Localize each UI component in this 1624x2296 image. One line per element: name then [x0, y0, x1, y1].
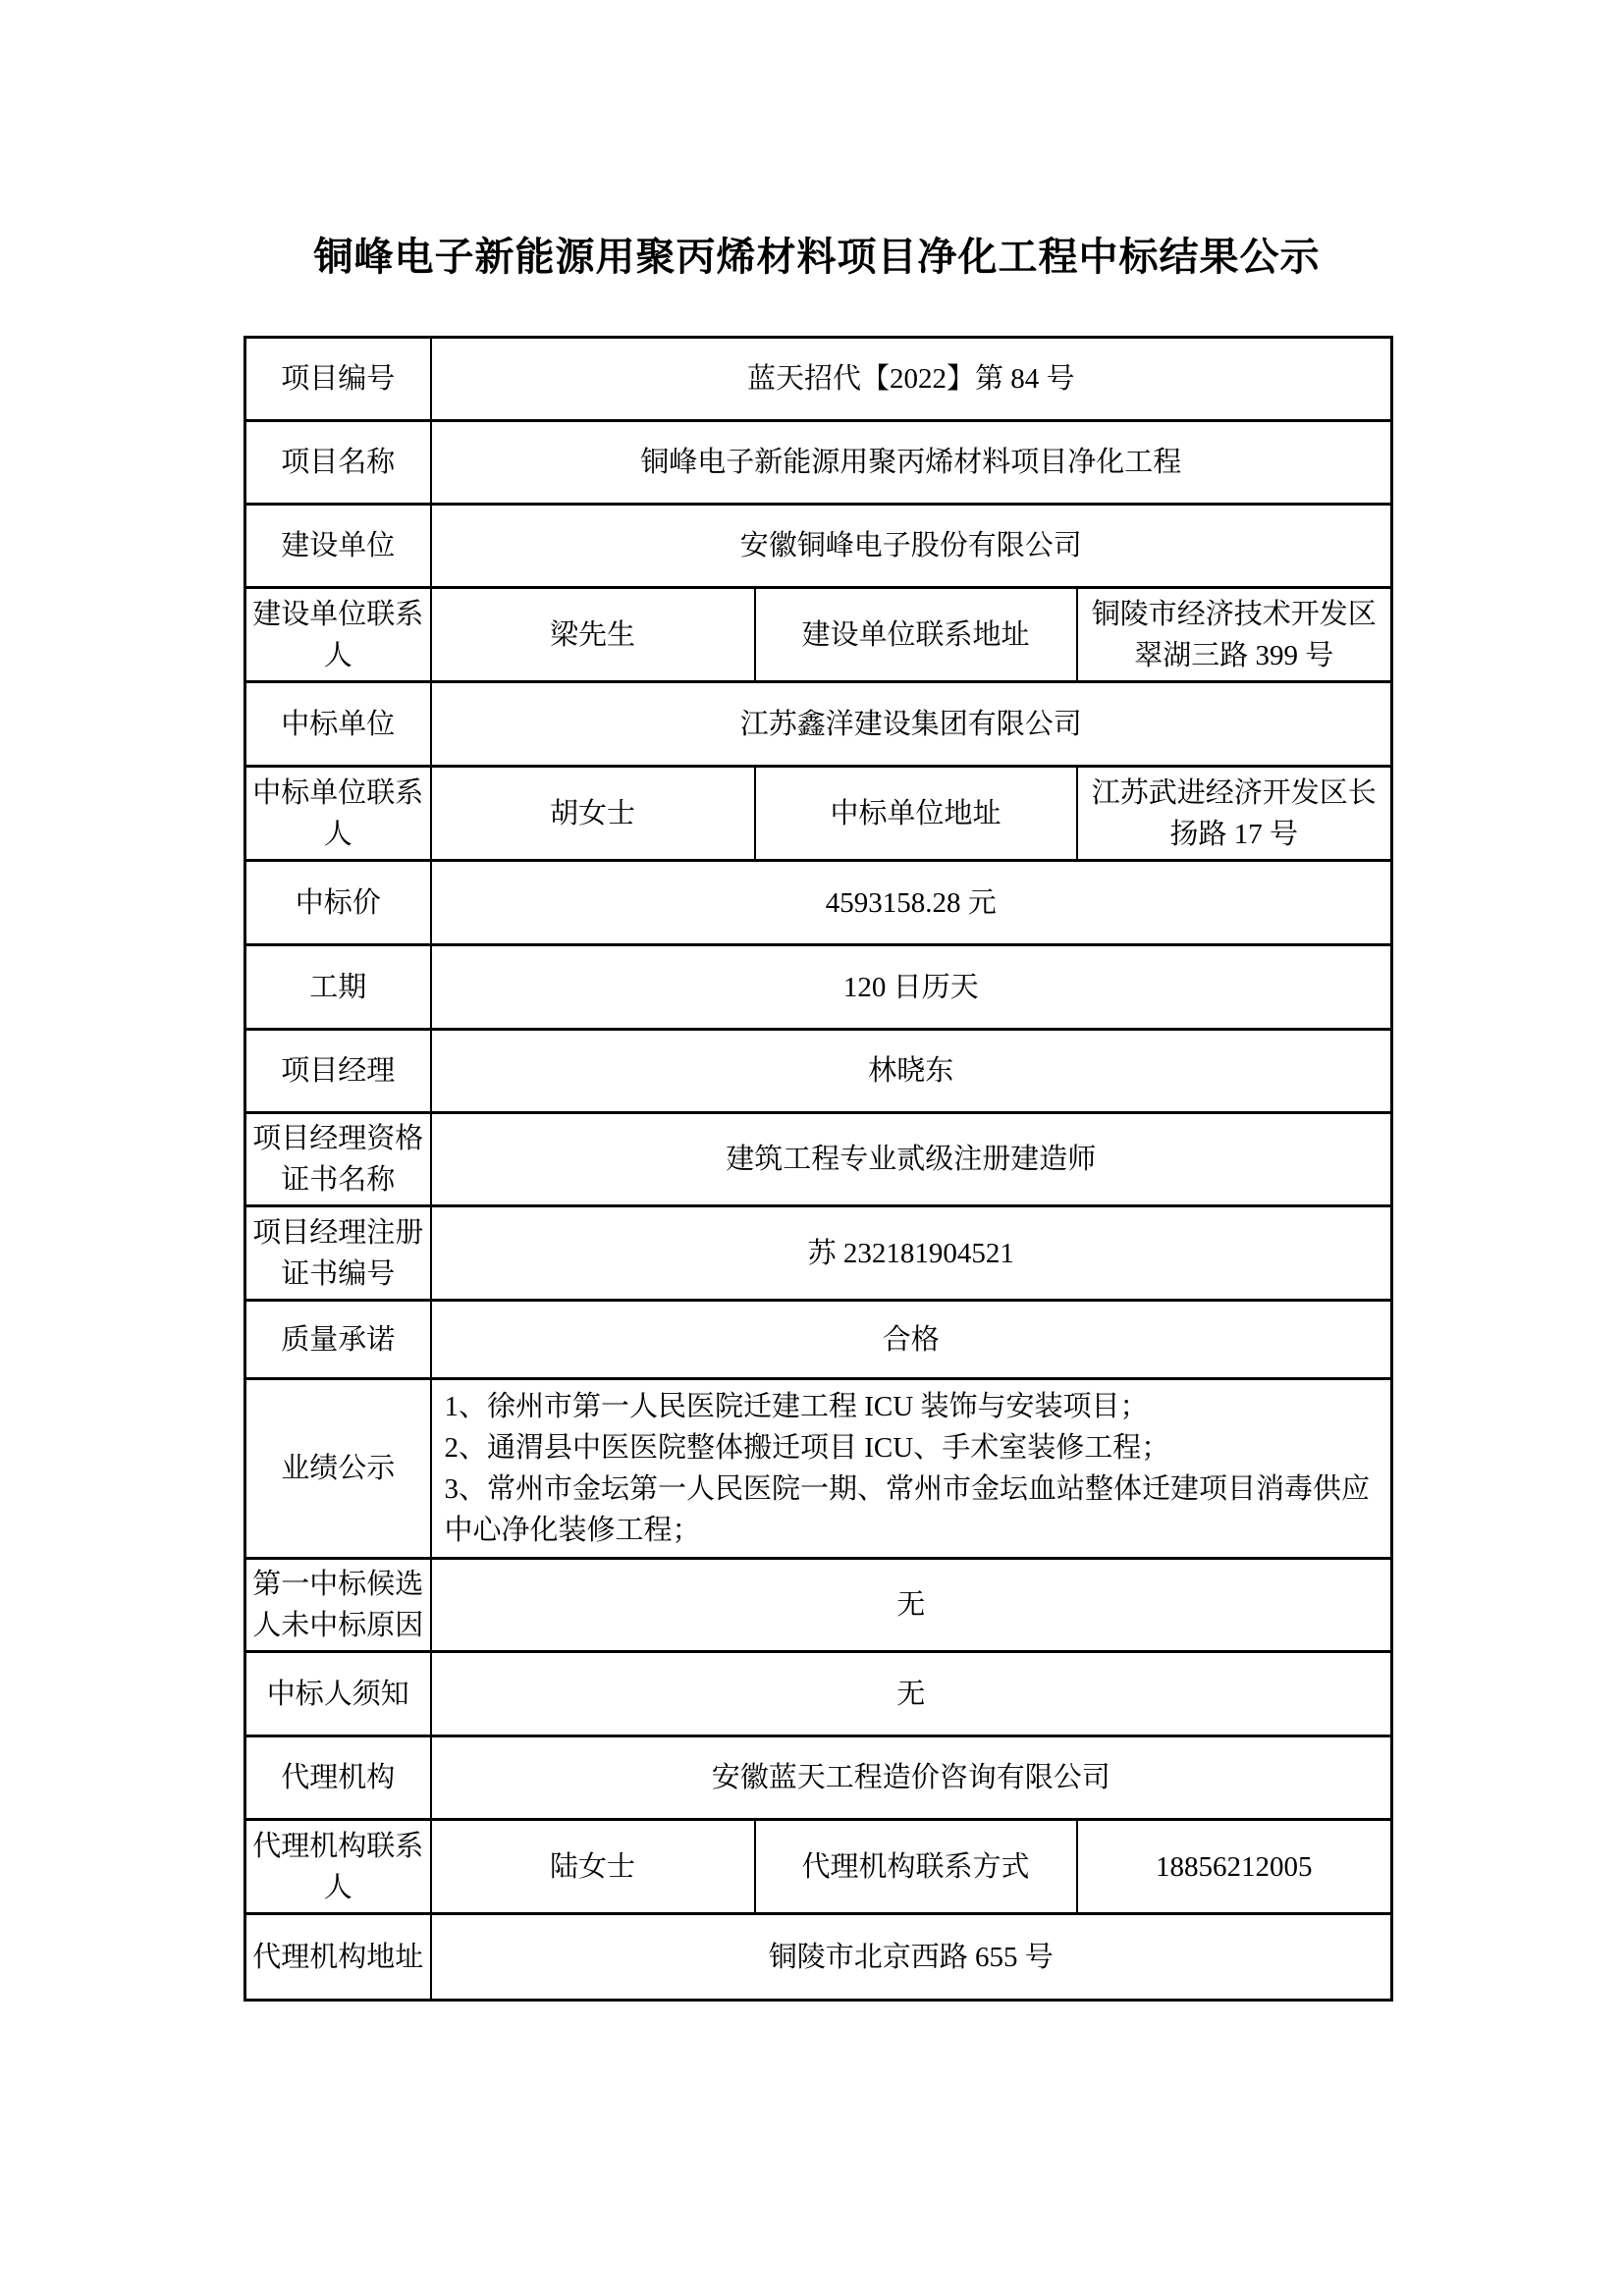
row-label: 代理机构地址 [245, 1914, 431, 2001]
table-row [245, 1559, 1392, 1652]
row-value: 安徽蓝天工程造价咨询有限公司 [431, 1736, 1392, 1820]
performance-item: 3、常州市金坛第一人民医院一期、常州市金坛血站整体迁建项目消毒供应中心净化装修工程； [444, 1473, 1371, 1546]
row-value: 4593158.28 元 [431, 861, 1392, 945]
row-label: 项目经理注册证书编号 [245, 1206, 431, 1301]
table-row [245, 588, 1392, 682]
row-label: 项目经理 [245, 1030, 431, 1113]
table-row [245, 767, 1392, 861]
performance-item: 1、徐州市第一人民医院迁建工程 ICU 装饰与安装项目； [444, 1391, 1149, 1422]
row-label: 业绩公示 [245, 1379, 431, 1559]
table-row [245, 421, 1392, 505]
row-value: 18856212005 [1077, 1820, 1392, 1914]
row-label: 中标人须知 [245, 1652, 431, 1736]
row-label: 中标单位联系人 [245, 767, 431, 861]
row-label: 代理机构联系人 [245, 1820, 431, 1914]
table-row [245, 1030, 1392, 1113]
document-content [244, 0, 1390, 2002]
row-value: 江苏武进经济开发区长扬路 17 号 [1077, 767, 1392, 861]
row-value: 梁先生 [431, 588, 755, 682]
row-label: 项目名称 [245, 421, 431, 505]
row-label: 中标单位 [245, 682, 431, 767]
table-row [245, 1820, 1392, 1914]
row-label: 工期 [245, 945, 431, 1030]
table-row [245, 1914, 1392, 2001]
row-label: 建设单位 [245, 505, 431, 588]
table-row [245, 861, 1392, 945]
row-value: 无 [431, 1559, 1392, 1652]
row-label: 建设单位联系地址 [755, 588, 1077, 682]
row-value: 铜陵市经济技术开发区翠湖三路 399 号 [1077, 588, 1392, 682]
row-label: 建设单位联系人 [245, 588, 431, 682]
row-value: 合格 [431, 1301, 1392, 1379]
table-row [245, 1301, 1392, 1379]
table-row [245, 1379, 1392, 1559]
row-label: 第一中标候选人未中标原因 [245, 1559, 431, 1652]
table-row [245, 338, 1392, 421]
table-row [245, 505, 1392, 588]
row-value: 建筑工程专业贰级注册建造师 [431, 1113, 1392, 1206]
bid-result-table [244, 336, 1393, 2002]
row-label: 代理机构联系方式 [755, 1820, 1077, 1914]
row-label: 中标单位地址 [755, 767, 1077, 861]
row-value: 林晓东 [431, 1030, 1392, 1113]
table-row [245, 1113, 1392, 1206]
row-label: 中标价 [245, 861, 431, 945]
row-value: 铜峰电子新能源用聚丙烯材料项目净化工程 [431, 421, 1392, 505]
row-value: 江苏鑫洋建设集团有限公司 [431, 682, 1392, 767]
row-value: 120 日历天 [431, 945, 1392, 1030]
row-value: 铜陵市北京西路 655 号 [431, 1914, 1392, 2001]
row-label: 代理机构 [245, 1736, 431, 1820]
performance-item: 2、通渭县中医医院整体搬迁项目 ICU、手术室装修工程； [444, 1432, 1170, 1464]
table-row [245, 682, 1392, 767]
row-value: 陆女士 [431, 1820, 755, 1914]
table-row [245, 1206, 1392, 1301]
row-label: 质量承诺 [245, 1301, 431, 1379]
row-value: 安徽铜峰电子股份有限公司 [431, 505, 1392, 588]
page-title: 铜峰电子新能源用聚丙烯材料项目净化工程中标结果公示 [313, 235, 1321, 279]
row-value: 无 [431, 1652, 1392, 1736]
row-value: 苏 232181904521 [431, 1206, 1392, 1301]
table-row [245, 1652, 1392, 1736]
row-label: 项目经理资格证书名称 [245, 1113, 431, 1206]
table-row [245, 1736, 1392, 1820]
row-value [431, 1379, 1392, 1559]
row-label: 项目编号 [245, 338, 431, 421]
row-value: 胡女士 [431, 767, 755, 861]
row-value: 蓝天招代【2022】第 84 号 [431, 338, 1392, 421]
table-row [245, 945, 1392, 1030]
